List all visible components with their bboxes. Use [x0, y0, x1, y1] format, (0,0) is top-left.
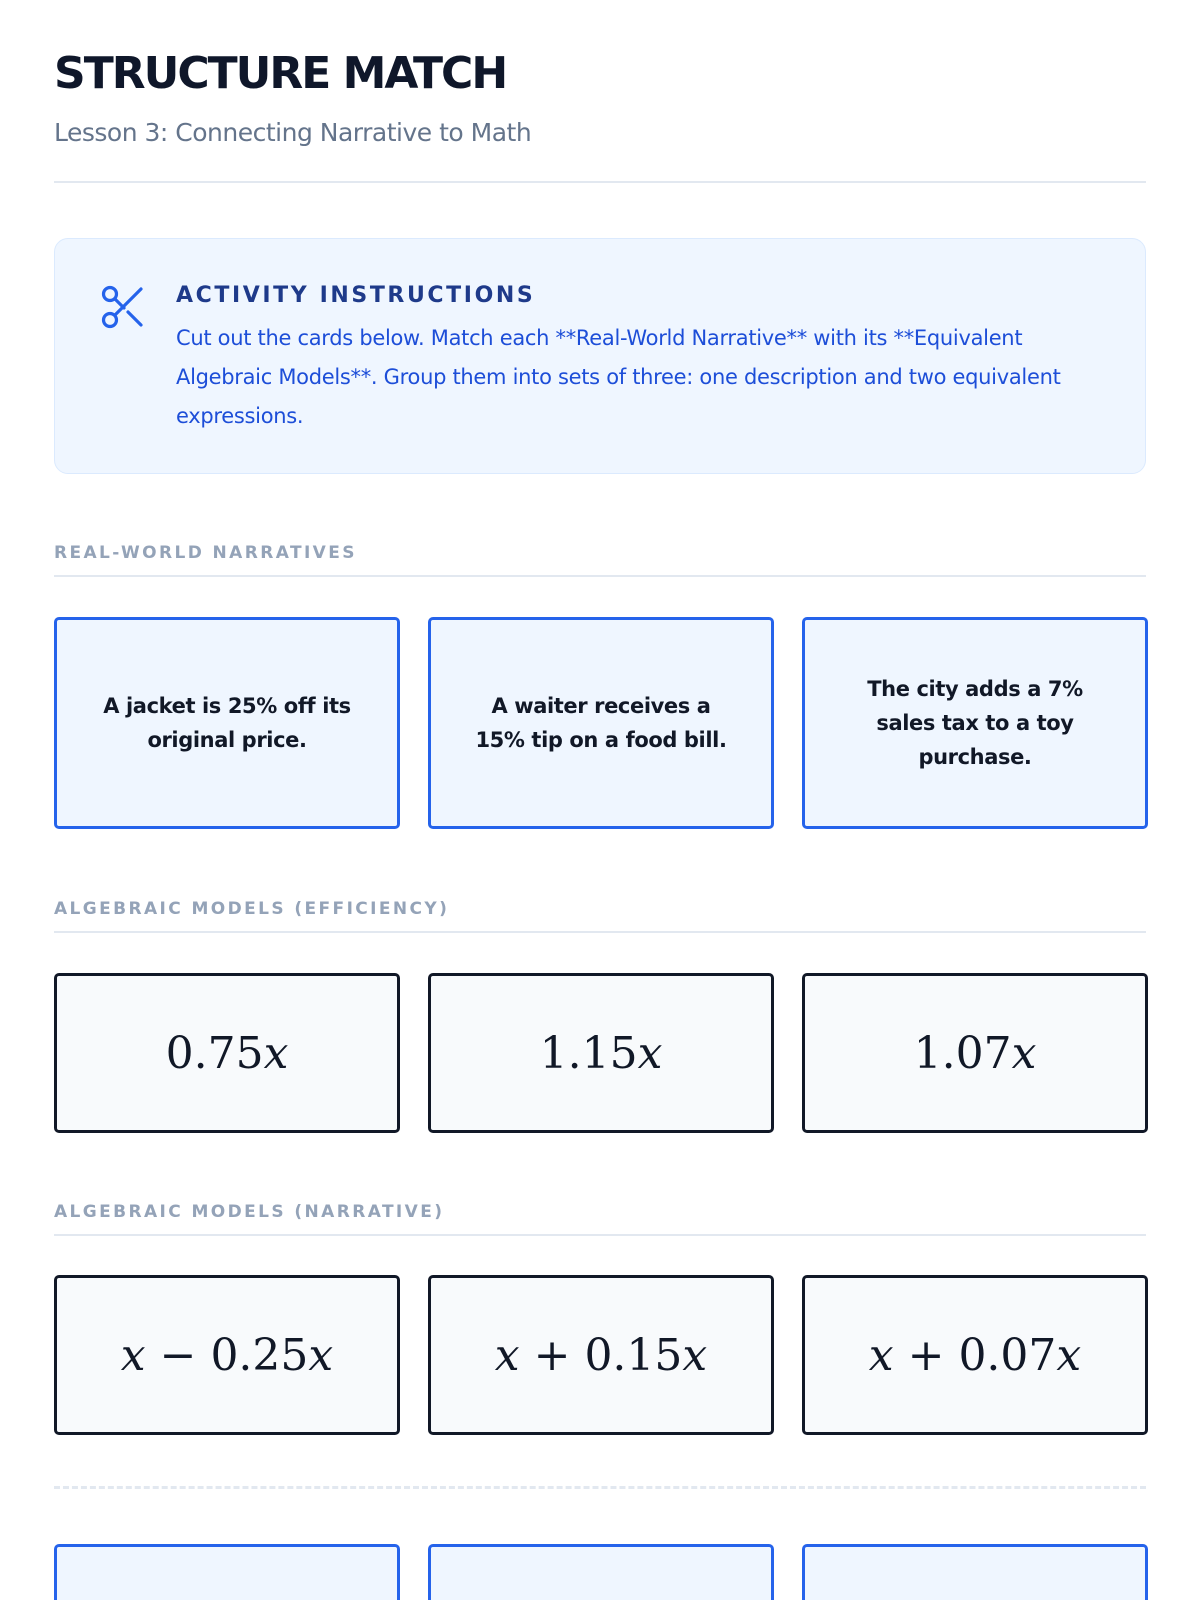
instructions-body: Cut out the cards below. Match each **Real-World Narrative** with its **Equivalent Algebraic Models**. Group them into sets of three: one description and two equivalent expressions.: [176, 326, 1061, 428]
cut-line: [54, 1486, 1146, 1489]
model-variable: x: [120, 1329, 146, 1381]
model-variable: x: [308, 1329, 334, 1381]
narrative-card[interactable]: The city adds a 7% sales tax to a toy purchase.: [802, 617, 1148, 829]
page-subtitle: Lesson 3: Connecting Narrative to Math: [54, 118, 532, 147]
model-operator: +: [519, 1329, 585, 1381]
model-variable: x: [682, 1329, 708, 1381]
model-coefficient: 0.75: [165, 1027, 264, 1079]
narrative-card[interactable]: [428, 1544, 774, 1600]
narrative-card[interactable]: A jacket is 25% off its original price.: [54, 617, 400, 829]
section-label-efficiency: ALGEBRAIC MODELS (EFFICIENCY): [54, 899, 450, 919]
section-label-narratives: REAL-WORLD NARRATIVES: [54, 543, 357, 563]
model-coefficient: 1.07: [913, 1027, 1012, 1079]
model-variable: x: [637, 1027, 663, 1079]
efficiency-card-row: [54, 973, 1146, 1133]
narrative-model-card[interactable]: [802, 1275, 1148, 1435]
model-coefficient: 0.25: [210, 1329, 309, 1381]
model-variable: x: [1056, 1329, 1082, 1381]
section-label-narrative-models: ALGEBRAIC MODELS (NARRATIVE): [54, 1202, 445, 1222]
model-variable: x: [1011, 1027, 1037, 1079]
model-coefficient: 1.15: [539, 1027, 638, 1079]
instructions-box: [54, 238, 1146, 474]
narrative-model-card[interactable]: [428, 1275, 774, 1435]
narrative-model-card-row: [54, 1275, 1146, 1435]
model-coefficient: 0.15: [584, 1329, 683, 1381]
narrative-card[interactable]: A waiter receives a 15% tip on a food bill.: [428, 617, 774, 829]
model-variable: x: [263, 1027, 289, 1079]
section-divider: [54, 931, 1146, 933]
instructions-title: ACTIVITY INSTRUCTIONS: [176, 283, 536, 308]
scissors-icon: [99, 283, 147, 331]
narrative-model-card[interactable]: [54, 1275, 400, 1435]
narrative-card[interactable]: [54, 1544, 400, 1600]
section-divider: [54, 575, 1146, 577]
page-title: STRUCTURE MATCH: [54, 48, 507, 99]
narrative-card[interactable]: [802, 1544, 1148, 1600]
efficiency-model-card[interactable]: [428, 973, 774, 1133]
model-variable: x: [868, 1329, 894, 1381]
section-divider: [54, 1234, 1146, 1236]
model-operator: −: [145, 1329, 211, 1381]
efficiency-model-card[interactable]: [802, 973, 1148, 1133]
narrative-card-row: [54, 617, 1146, 829]
next-card-row: [54, 1544, 1146, 1600]
efficiency-model-card[interactable]: [54, 973, 400, 1133]
header-divider: [54, 181, 1146, 183]
model-operator: +: [893, 1329, 959, 1381]
model-coefficient: 0.07: [958, 1329, 1057, 1381]
model-variable: x: [494, 1329, 520, 1381]
